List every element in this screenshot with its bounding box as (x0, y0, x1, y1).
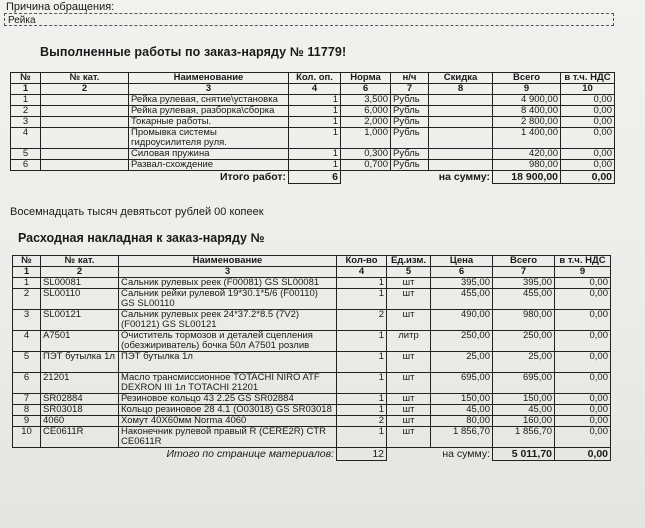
row-qty: 1 (337, 352, 387, 373)
works-colnum: 6 (341, 84, 391, 95)
row-name: Кольцо резиновое 28 4.1 (O03018) GS SR03018 (119, 405, 337, 416)
row-unit: Рубль (391, 95, 429, 106)
row-num: 2 (13, 289, 41, 310)
row-name: Силовая пружина (129, 149, 289, 160)
works-header-row (11, 73, 615, 84)
row-unit: Рубль (391, 128, 429, 149)
row-num: 3 (11, 117, 41, 128)
parts-header-cat: № кат. (41, 256, 119, 267)
row-discount (429, 106, 493, 117)
table-row (13, 373, 611, 394)
row-norm: 0,300 (341, 149, 391, 160)
parts-colnum: 5 (387, 267, 431, 278)
row-vat: 0,00 (561, 160, 615, 171)
row-unit: шт (387, 352, 431, 373)
table-row (11, 128, 615, 149)
works-colnum: 3 (129, 84, 289, 95)
row-num: 7 (13, 394, 41, 405)
row-cat (41, 128, 129, 149)
row-norm: 3,500 (341, 95, 391, 106)
row-norm: 1,000 (341, 128, 391, 149)
row-cat (41, 160, 129, 171)
row-cat: 21201 (41, 373, 119, 394)
row-total: 4 900,00 (493, 95, 561, 106)
parts-header-unit: Ед.изм. (387, 256, 431, 267)
row-num: 6 (13, 373, 41, 394)
row-vat: 0,00 (555, 352, 611, 373)
row-vat: 0,00 (555, 416, 611, 427)
table-row (13, 278, 611, 289)
row-cat: SL00081 (41, 278, 119, 289)
parts-header-vat: в т.ч. НДС (555, 256, 611, 267)
row-norm: 0,700 (341, 160, 391, 171)
row-num: 2 (11, 106, 41, 117)
works-header-num: № (11, 73, 41, 84)
row-cat: 4060 (41, 416, 119, 427)
row-total: 695,00 (493, 373, 555, 394)
row-total: 455,00 (493, 289, 555, 310)
works-table (10, 72, 615, 184)
row-cat: SL00121 (41, 310, 119, 331)
row-qty: 1 (289, 149, 341, 160)
row-price: 45,00 (431, 405, 493, 416)
parts-header-row (13, 256, 611, 267)
works-total-qty: 6 (289, 171, 341, 184)
parts-colnum: 6 (431, 267, 493, 278)
row-total: 25,00 (493, 352, 555, 373)
amount-in-words: Восемнадцать тысяч девятьсот рублей 00 копеек (10, 206, 264, 218)
row-vat: 0,00 (561, 128, 615, 149)
table-row (11, 160, 615, 171)
row-unit: шт (387, 373, 431, 394)
row-total: 2 800,00 (493, 117, 561, 128)
row-name: Развал-схождение (129, 160, 289, 171)
parts-colnum: 1 (13, 267, 41, 278)
row-qty: 1 (289, 117, 341, 128)
table-row (11, 117, 615, 128)
row-num: 4 (11, 128, 41, 149)
row-unit: шт (387, 278, 431, 289)
parts-sum-label: на сумму: (442, 448, 490, 461)
row-cat (41, 95, 129, 106)
row-vat: 0,00 (561, 95, 615, 106)
row-num: 10 (13, 427, 41, 448)
row-num: 5 (11, 149, 41, 160)
row-price: 395,00 (431, 278, 493, 289)
row-discount (429, 149, 493, 160)
parts-colnum: 2 (41, 267, 119, 278)
works-header-vat: в т.ч. НДС (561, 73, 615, 84)
parts-title: Расходная накладная к заказ-наряду № (18, 231, 265, 245)
parts-colnum-row (13, 267, 611, 278)
row-name: Сальник рулевых реек (F00081) GS SL00081 (119, 278, 337, 289)
row-unit: Рубль (391, 117, 429, 128)
parts-total-sum: 5 011,70 (493, 448, 555, 461)
parts-total-row (13, 448, 611, 461)
works-sum-label: на сумму: (438, 171, 490, 184)
row-total: 8 400,00 (493, 106, 561, 117)
works-colnum: 7 (391, 84, 429, 95)
row-qty: 1 (337, 427, 387, 448)
works-colnum: 4 (289, 84, 341, 95)
works-header-unit: н/ч (391, 73, 429, 84)
row-name: Очиститель тормозов и деталей сцепления (обезжириватель) бочка 50л A7501 розлив (119, 331, 337, 352)
row-vat: 0,00 (555, 289, 611, 310)
row-norm: 6,000 (341, 106, 391, 117)
row-num: 1 (11, 95, 41, 106)
works-colnum: 8 (429, 84, 493, 95)
row-qty: 2 (337, 416, 387, 427)
row-cat (41, 149, 129, 160)
works-colnum: 2 (41, 84, 129, 95)
table-row (13, 352, 611, 373)
works-total-sum: 18 900,00 (493, 171, 561, 184)
row-price: 80,00 (431, 416, 493, 427)
row-name: ПЭТ бутылка 1л (119, 352, 337, 373)
row-vat: 0,00 (555, 373, 611, 394)
table-row (11, 106, 615, 117)
row-price: 695,00 (431, 373, 493, 394)
parts-colnum: 9 (555, 267, 611, 278)
works-total-row (11, 171, 615, 184)
row-norm: 2,000 (341, 117, 391, 128)
row-cat (41, 106, 129, 117)
row-price: 150,00 (431, 394, 493, 405)
reason-field: Рейка (4, 13, 614, 26)
table-row (11, 149, 615, 160)
table-row (13, 416, 611, 427)
row-price: 25,00 (431, 352, 493, 373)
row-vat: 0,00 (561, 117, 615, 128)
row-unit: шт (387, 405, 431, 416)
row-vat: 0,00 (555, 405, 611, 416)
row-total: 250,00 (493, 331, 555, 352)
row-num: 9 (13, 416, 41, 427)
row-name: Промывка системы гидроусилителя руля. (129, 128, 289, 149)
row-discount (429, 117, 493, 128)
row-name: Наконечник рулевой правый R (CERE2R) CTR CE0611R (119, 427, 337, 448)
row-num: 3 (13, 310, 41, 331)
row-total: 1 400,00 (493, 128, 561, 149)
row-cat: SR02884 (41, 394, 119, 405)
row-cat: A7501 (41, 331, 119, 352)
row-num: 6 (11, 160, 41, 171)
row-vat: 0,00 (561, 106, 615, 117)
row-unit: Рубль (391, 106, 429, 117)
row-num: 1 (13, 278, 41, 289)
reason-label: Причина обращения: (6, 1, 115, 13)
row-unit: шт (387, 310, 431, 331)
row-price: 250,00 (431, 331, 493, 352)
row-qty: 1 (289, 95, 341, 106)
works-header-total: Всего (493, 73, 561, 84)
parts-colnum: 4 (337, 267, 387, 278)
row-qty: 2 (337, 310, 387, 331)
row-total: 1 856,70 (493, 427, 555, 448)
row-cat: SL00110 (41, 289, 119, 310)
table-row (13, 405, 611, 416)
row-vat: 0,00 (555, 310, 611, 331)
parts-header-price: Цена (431, 256, 493, 267)
parts-header-num: № (13, 256, 41, 267)
works-header-name: Наименование (129, 73, 289, 84)
row-qty: 1 (337, 373, 387, 394)
row-name: Рейка рулевая, разборка\сборка (129, 106, 289, 117)
parts-header-total: Всего (493, 256, 555, 267)
row-discount (429, 128, 493, 149)
works-colnum-row (11, 84, 615, 95)
row-total: 395,00 (493, 278, 555, 289)
works-header-cat: № кат. (41, 73, 129, 84)
row-name: Сальник рулевых реек 24*37.2*8.5 (7V2)(F00121) GS SL00121 (119, 310, 337, 331)
table-row (13, 427, 611, 448)
row-qty: 1 (289, 160, 341, 171)
row-vat: 0,00 (555, 278, 611, 289)
works-total-vat: 0,00 (561, 171, 615, 184)
table-row (13, 289, 611, 310)
row-vat: 0,00 (555, 331, 611, 352)
parts-total-qty: 12 (337, 448, 387, 461)
row-qty: 1 (289, 106, 341, 117)
parts-total-vat: 0,00 (555, 448, 611, 461)
parts-header-qty: Кол-во (337, 256, 387, 267)
row-price: 1 856,70 (431, 427, 493, 448)
works-colnum: 1 (11, 84, 41, 95)
works-header-qty: Кол. оп. (289, 73, 341, 84)
row-discount (429, 160, 493, 171)
row-total: 980,00 (493, 160, 561, 171)
row-name: Резиновое кольцо 43 2.25 GS SR02884 (119, 394, 337, 405)
table-row (13, 331, 611, 352)
row-qty: 1 (337, 394, 387, 405)
row-qty: 1 (337, 289, 387, 310)
works-header-discount: Скидка (429, 73, 493, 84)
works-header-norm: Норма (341, 73, 391, 84)
row-unit: шт (387, 289, 431, 310)
row-unit: шт (387, 416, 431, 427)
row-name: Рейка рулевая, снятие\установка (129, 95, 289, 106)
table-row (13, 310, 611, 331)
row-num: 4 (13, 331, 41, 352)
row-qty: 1 (337, 405, 387, 416)
works-title: Выполненные работы по заказ-наряду № 11779! (40, 45, 347, 59)
works-colnum: 10 (561, 84, 615, 95)
row-total: 150,00 (493, 394, 555, 405)
parts-colnum: 3 (119, 267, 337, 278)
parts-total-label: Итого по странице материалов: (166, 448, 334, 461)
row-unit: шт (387, 394, 431, 405)
row-total: 160,00 (493, 416, 555, 427)
row-unit: шт (387, 427, 431, 448)
parts-header-name: Наименование (119, 256, 337, 267)
row-name: Масло трансмиссионное TOTACHI NIRO ATF DEXRON III 1л TOTACHI 21201 (119, 373, 337, 394)
row-cat (41, 117, 129, 128)
parts-table (12, 255, 611, 461)
works-total-label: Итого работ: (219, 171, 286, 184)
table-row (13, 394, 611, 405)
row-num: 5 (13, 352, 41, 373)
row-price: 455,00 (431, 289, 493, 310)
row-unit: Рубль (391, 149, 429, 160)
row-cat: ПЭТ бутылка 1л (41, 352, 119, 373)
row-unit: литр (387, 331, 431, 352)
parts-colnum: 7 (493, 267, 555, 278)
row-vat: 0,00 (561, 149, 615, 160)
row-name: Хомут 40Х60мм Norma 4060 (119, 416, 337, 427)
row-qty: 1 (289, 128, 341, 149)
row-total: 980,00 (493, 310, 555, 331)
row-price: 490,00 (431, 310, 493, 331)
row-qty: 1 (337, 278, 387, 289)
row-cat: CE0611R (41, 427, 119, 448)
row-vat: 0,00 (555, 394, 611, 405)
row-discount (429, 95, 493, 106)
table-row (11, 95, 615, 106)
row-num: 8 (13, 405, 41, 416)
row-vat: 0,00 (555, 427, 611, 448)
row-total: 420,00 (493, 149, 561, 160)
row-unit: Рубль (391, 160, 429, 171)
row-total: 45,00 (493, 405, 555, 416)
row-qty: 1 (337, 331, 387, 352)
works-colnum: 9 (493, 84, 561, 95)
row-cat: SR03018 (41, 405, 119, 416)
row-name: Токарные работы. (129, 117, 289, 128)
row-name: Сальник рейки рулевой 19*30.1*5/6 (F00110) GS SL00110 (119, 289, 337, 310)
